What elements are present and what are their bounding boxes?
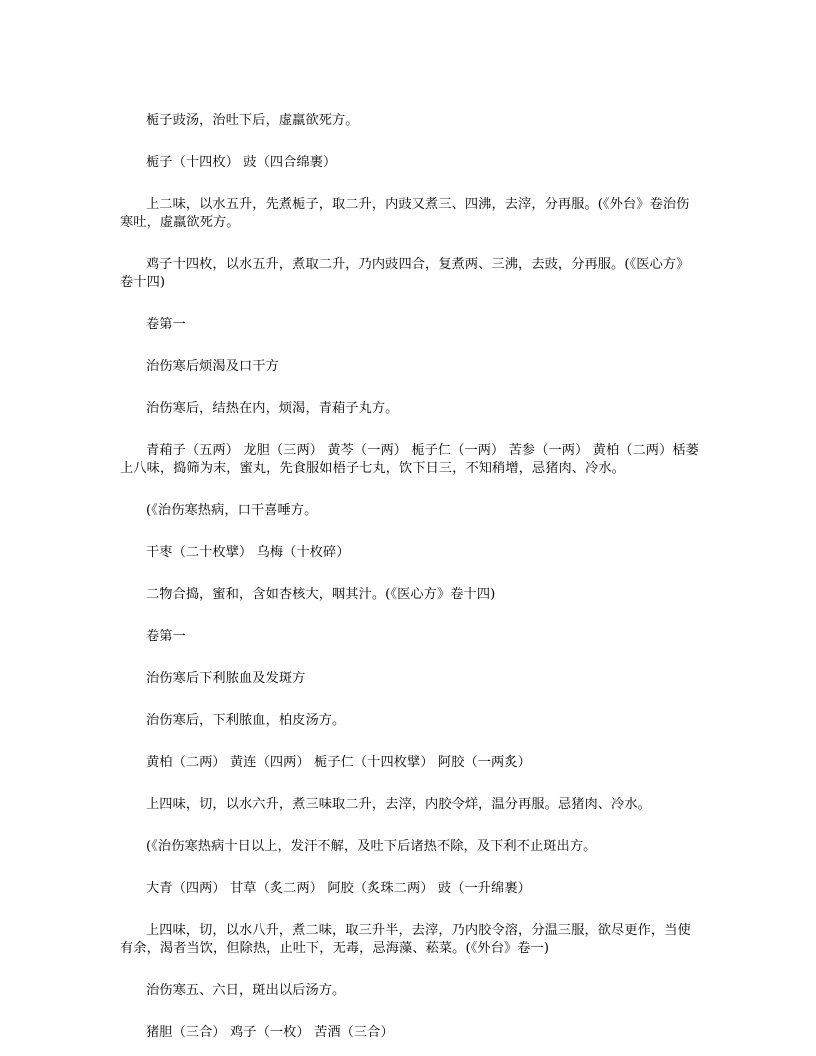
paragraph: 猪胆（三合） 鸡子（一枚） 苦酒（三合）: [146, 1025, 394, 1040]
paragraph: 黄柏（二两） 黄连（四两） 栀子仁（十四枚擘） 阿胶（一两炙）: [146, 755, 531, 770]
document-page: [120, 112, 700, 1042]
paragraph: (《治伤寒热病十日以上，发汗不解，及吐下后诸热不除，及下利不止斑出方。: [146, 839, 597, 854]
paragraph: 治伤寒五、六日，斑出以后汤方。: [146, 983, 346, 998]
paragraph: 鸡子十四枚，以水五升，煮取二升，乃内豉四合，复煮两、三沸，去豉，分再服。(《医心方》卷十四): [120, 257, 690, 290]
paragraph: 治伤寒后，下利脓血，柏皮汤方。: [146, 713, 346, 728]
section-heading: 卷第一: [146, 317, 186, 332]
paragraph: 青葙子（五两） 龙胆（三两） 黄芩（一两） 栀子仁（一两） 苦参（一两） 黄柏（二两）栝蒌上八味，捣筛为末，蜜丸，先食服如梧子七丸，饮下日三，不知稍增，忌猪肉、冷水。: [120, 443, 699, 476]
section-title: 治伤寒后下利脓血及发斑方: [146, 671, 306, 686]
section-title: 治伤寒后烦渴及口干方: [146, 359, 279, 374]
paragraph: 干枣（二十枚擘） 乌梅（十枚碎）: [146, 545, 350, 560]
paragraph: (《治伤寒热病，口干喜唾方。: [146, 503, 318, 518]
paragraph: 大青（四两） 甘草（炙二两） 阿胶（炙珠二两） 豉（一升绵裹）: [146, 881, 531, 896]
paragraph: 上四味，切，以水八升，煮二味，取三升半，去滓，乃内胶令溶，分温三服，欲尽更作，当使有余，渴者当饮，但除热，止吐下，无毒，忌海藻、菘菜。(《外台》卷一): [120, 923, 691, 956]
section-heading: 卷第一: [146, 629, 186, 644]
paragraph: 上四味，切，以水六升，煮三味取二升，去滓，内胶令烊，温分再服。忌猪肉、冷水。: [146, 797, 651, 812]
paragraph: 栀子（十四枚） 豉（四合绵裹）: [146, 155, 337, 170]
paragraph: 二物合捣，蜜和，含如杏核大，咽其汁。(《医心方》卷十四): [146, 587, 496, 602]
paragraph: 栀子豉汤，治吐下后，虚羸欲死方。: [146, 113, 359, 128]
paragraph: 治伤寒后，结热在内，烦渴，青葙子丸方。: [146, 401, 399, 416]
paragraph: 上二味，以水五升，先煮栀子，取二升，内豉又煮三、四沸，去滓，分再服。(《外台》卷治伤寒吐，虚羸欲死方。: [120, 197, 690, 230]
